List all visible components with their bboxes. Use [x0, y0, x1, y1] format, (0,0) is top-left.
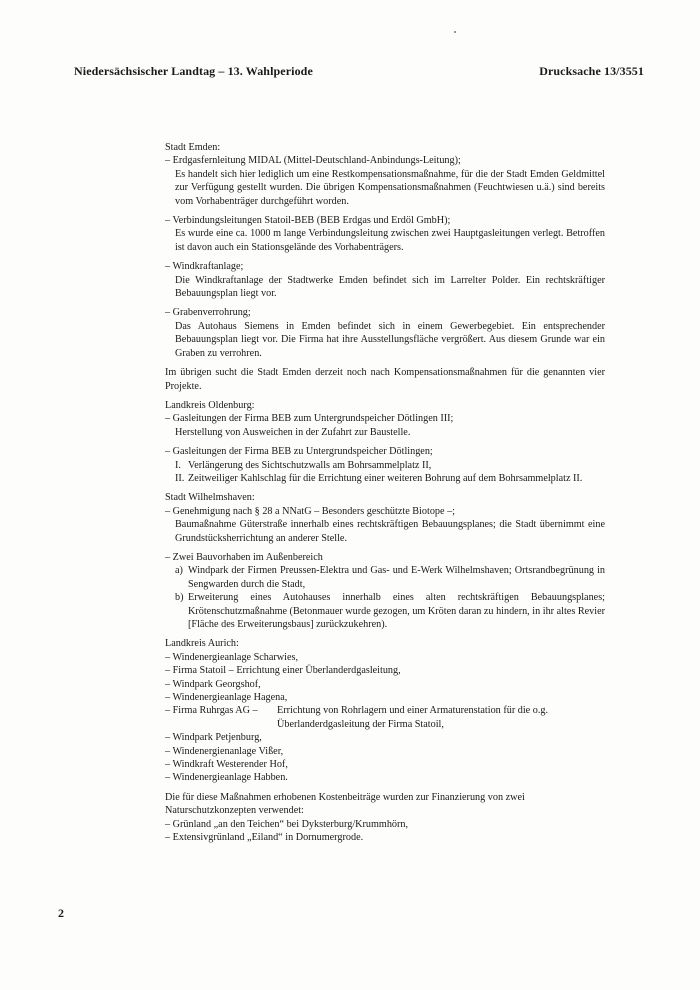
list-item — [165, 214, 605, 254]
page-header — [74, 64, 644, 79]
scan-speck — [454, 31, 456, 33]
section-heading-aurich: Landkreis Aurich: — [165, 638, 239, 650]
page-number: 2 — [58, 906, 64, 920]
list-item: – Windpark Georgshof, — [165, 678, 261, 690]
sub-item — [175, 472, 605, 485]
list-item — [165, 445, 605, 485]
item-title: – Gasleitungen der Firma BEB zu Untergrundspeicher Dötlingen; — [165, 446, 433, 458]
list-item: – Windenergienanlage Vißer, — [165, 745, 284, 757]
sub-item — [175, 459, 605, 472]
header-document-number: Drucksache 13/3551 — [539, 64, 644, 78]
document-body — [165, 141, 605, 845]
section-heading-emden: Stadt Emden: — [165, 142, 221, 153]
list-item — [165, 704, 605, 731]
sub-item-number: I. — [175, 459, 181, 471]
sub-item — [175, 564, 605, 591]
list-item: – Windenergieanlage Hagena, — [165, 692, 288, 704]
list-item — [165, 260, 605, 300]
sub-item-text: Verlängerung des Sichtschutzwalls am Bohrsammelplatz II, — [188, 459, 432, 471]
sub-item-text: Zeitweiliger Kahlschlag für die Errichtung einer weiteren Bohrung auf dem Bohrsammelplatz II. — [188, 472, 583, 484]
list-item — [165, 551, 605, 631]
item-title: – Verbindungsleitungen Statoil-BEB (BEB Erdgas und Erdöl GmbH); — [165, 215, 451, 227]
item-text: Die Windkraftanlage der Stadtwerke Emden befindet sich im Larrelter Polder. Ein rechtskräftiger Bebauungsplan liegt vor. — [175, 274, 605, 300]
item-title: – Genehmigung nach § 28 a NNatG – Besonders geschützte Biotope –; — [165, 505, 455, 517]
sub-item-text: Erweiterung eines Autohauses innerhalb eines alten rechtskräftigen Bebauungsplanes; Krötenschutzmaßnahme (Betonmauer wurde gezogen, um Kröten daran zu hindern, in ihr altes Revier [Fläche des Erweiterungsbaus] zurückzukehren). — [188, 592, 605, 630]
section-heading-oldenburg: Landkreis Oldenburg: — [165, 399, 255, 411]
item-title: – Zwei Bauvorhaben im Außenbereich — [165, 551, 323, 563]
list-item — [165, 412, 605, 439]
sub-item-text: Windpark der Firmen Preussen-Elektra und Gas- und E-Werk Wilhelmshaven; Ortsrandbegrünung in Sengwarden durch die Stadt, — [188, 565, 605, 590]
header-parliament: Niedersächsischer Landtag – 13. Wahlperiode — [74, 64, 313, 78]
item-text: Baumaßnahme Güterstraße innerhalb eines rechtskräftigen Bebauungsplanes; die Stadt übernimmt eine Grundstücksherrichtung an anderer Stelle. — [175, 519, 605, 544]
conclusion-text: Die für diese Maßnahmen erhobenen Kostenbeiträge wurden zur Finanzierung von zwei Naturschutzkonzepten verwendet: — [165, 791, 525, 817]
item-title: – Gasleitungen der Firma BEB zum Untergrundspeicher Dötlingen III; — [165, 413, 454, 425]
list-item: – Grünland „an den Teichen“ bei Dyksterburg/Krummhörn, — [165, 818, 409, 830]
section-heading-wilhelmshaven: Stadt Wilhelmshaven: — [165, 492, 255, 504]
sub-item-number: b) — [175, 592, 184, 604]
item-title: – Grabenverrohrung; — [165, 307, 251, 319]
list-item — [165, 306, 605, 360]
list-item — [165, 154, 605, 208]
list-item: – Windpark Petjenburg, — [165, 732, 262, 744]
item-text: Das Autohaus Siemens in Emden befindet sich in einem Gewerbegebiet. Ein entsprechender Bebauungsplan liegt vor. Die Firma hat ihre Ausstellungsfläche vergrößert. Aus diesem Grunde war ein Graben zu verrohren. — [175, 320, 605, 359]
item-text: Errichtung von Rohrlagern und einer Armaturenstation für die o.g. Überlanderdgasleitung der Firma Statoil, — [277, 705, 549, 730]
item-text: Es wurde eine ca. 1000 m lange Verbindungsleitung zwischen zwei Hauptgasleitungen verlegt. Betroffen ist davon auch ein Stationsgelände des Vorhabenträgers. — [175, 228, 605, 253]
list-item — [165, 505, 605, 545]
list-item: – Extensivgrünland „Eiland“ in Dornumergrode. — [165, 832, 364, 844]
item-text: Es handelt sich hier lediglich um eine Restkompensationsmaßnahme, für die der Stadt Emden Geldmittel zur Verfügung gestellt wurden. Die übrigen Kompensationsmaßnahmen (Feuchtwiesen u.ä.) sind bereits vom Vorhabenträger durchgeführt worden. — [175, 168, 605, 207]
item-title: – Windkraftanlage; — [165, 261, 244, 273]
sub-item-number: a) — [175, 565, 183, 577]
list-item: – Windenergieanlage Scharwies, — [165, 651, 299, 663]
sub-item — [175, 591, 605, 631]
sub-item-number: II. — [175, 472, 185, 484]
list-item: – Windenergieanlage Habben. — [165, 772, 288, 784]
item-title: – Erdgasfernleitung MIDAL (Mittel-Deutschland-Anbindungs-Leitung); — [165, 155, 461, 167]
emden-closing: Im übrigen sucht die Stadt Emden derzeit noch nach Kompensationsmaßnahmen für die genannten vier Projekte. — [165, 367, 605, 392]
item-title: – Firma Ruhrgas AG – — [165, 705, 258, 717]
list-item: – Firma Statoil – Errichtung einer Überlanderdgasleitung, — [165, 665, 401, 677]
list-item: – Windkraft Westerender Hof, — [165, 759, 288, 771]
item-text: Herstellung von Ausweichen in der Zufahrt zur Baustelle. — [175, 426, 411, 438]
